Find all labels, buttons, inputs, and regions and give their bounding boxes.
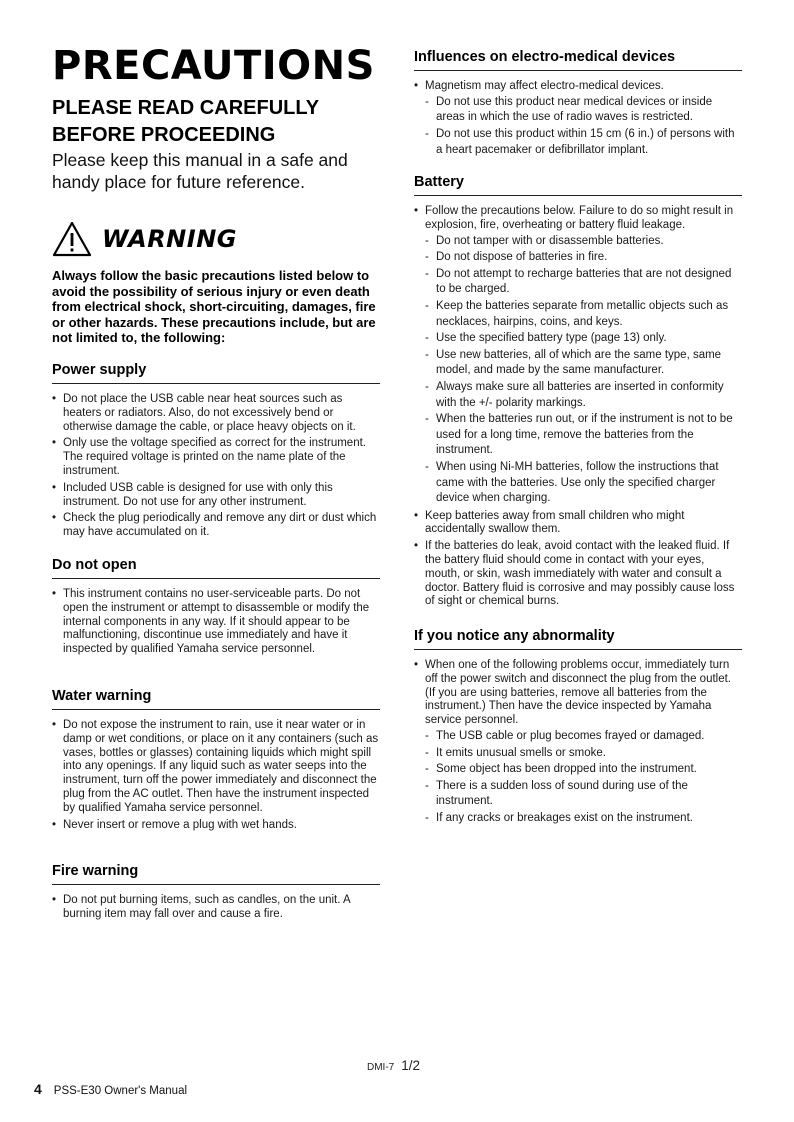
page-number: 4 <box>34 1081 42 1097</box>
warning-triangle-icon <box>52 221 92 257</box>
sub-list-item: - Do not use this product within 15 cm (6 in.) of persons with a heart pacemaker or defibrillator implant. <box>414 127 742 158</box>
list-item: • Do not put burning items, such as candles, on the unit. A burning item may fall over and cause a fire. <box>52 894 380 922</box>
doc-code <box>367 1058 420 1073</box>
sub-list-item: - Do not use this product near medical devices or inside areas in which the use of radio waves is restricted. <box>414 95 742 126</box>
sub-list-item: - Do not attempt to recharge batteries that are not designed to be charged. <box>414 267 742 298</box>
manual-title: PSS-E30 Owner's Manual <box>53 1085 188 1097</box>
section-heading: Battery <box>414 174 742 196</box>
list-item: • If the batteries do leak, avoid contact with the leaked fluid. If the battery fluid should come in contact with your eyes, mouth, or skin, wash immediately with water and consult a doctor. Battery fluid is corrosive and may possibly cause loss of sight or chemical burns. <box>414 540 742 609</box>
section-heading: Do not open <box>52 557 380 579</box>
bullet-list <box>414 205 742 609</box>
list-item: • Magnetism may affect electro-medical devices. <box>414 80 742 94</box>
warning-intro: Always follow the basic precautions listed below to avoid the possibility of serious injury or even death from electrical shock, short-circuiting, damages, fire or other hazards. These precautions include, but are not limited to, the following: <box>52 268 376 345</box>
list-item: • Only use the voltage specified as correct for the instrument. The required voltage is printed on the name plate of the instrument. <box>52 437 380 478</box>
sub-list-item: - Always make sure all batteries are inserted in conformity with the +/- polarity markings. <box>414 380 742 411</box>
page-footer <box>34 1081 187 1097</box>
section-heading: Power supply <box>52 362 380 384</box>
bullet-list <box>414 80 742 158</box>
section-heading: If you notice any abnormality <box>414 628 742 650</box>
keep-note-line: Please keep this manual in a safe and <box>52 150 348 170</box>
subtitle-line: PLEASE READ CAREFULLY <box>52 97 320 119</box>
list-item: • Included USB cable is designed for use with only this instrument. Do not use for any other instrument. <box>52 482 380 510</box>
keep-note-line: handy place for future reference. <box>52 172 305 192</box>
bullet-list <box>52 894 380 922</box>
bullet-list <box>414 659 742 827</box>
section-electro-medical <box>414 49 742 158</box>
sub-list-item: - Do not dispose of batteries in fire. <box>414 250 742 266</box>
subtitle-line: BEFORE PROCEEDING <box>52 124 276 146</box>
section-abnormality <box>414 628 742 827</box>
sub-list-item: - If any cracks or breakages exist on the instrument. <box>414 811 742 827</box>
keep-manual-note <box>52 149 382 193</box>
sub-list-item: - Keep the batteries separate from metallic objects such as necklaces, hairpins, coins, and keys. <box>414 299 742 330</box>
list-item: • This instrument contains no user-serviceable parts. Do not open the instrument or attempt to disassemble or modify the internal components in any way. If it should appear to be malfunctioning, discontinue use immediately and have it inspected by qualified Yamaha service personnel. <box>52 588 380 657</box>
doc-page-fraction: 1/2 <box>401 1058 421 1073</box>
list-item: • Do not expose the instrument to rain, use it near water or in damp or wet conditions, or place on it any containers (such as vases, bottles or glasses) containing liquids which might spill into any openings. If any liquid such as water seeps into the instrument, turn off the power immediately and disconnect the plug from the AC outlet. Then have the instrument inspected by qualified Yamaha service personnel. <box>52 719 380 816</box>
sub-list-item: - Some object has been dropped into the instrument. <box>414 762 742 778</box>
section-heading: Influences on electro-medical devices <box>414 49 742 71</box>
section-battery <box>414 174 742 609</box>
sub-list-item: - Do not tamper with or disassemble batteries. <box>414 234 742 250</box>
doc-code-label: DMI-7 <box>367 1062 395 1073</box>
sub-list-item: - When using Ni-MH batteries, follow the instructions that came with the batteries. Use only the specified charger device when charging. <box>414 460 742 507</box>
sub-list-item: - Use the specified battery type (page 13) only. <box>414 331 742 347</box>
sub-list-item: - Use new batteries, all of which are the same type, same model, and made by the same manufacturer. <box>414 348 742 379</box>
warning-heading <box>52 219 352 259</box>
section-do-not-open <box>52 557 380 657</box>
section-heading: Fire warning <box>52 863 380 885</box>
bullet-list <box>52 719 380 832</box>
list-item: • Check the plug periodically and remove any dirt or dust which may have accumulated on it. <box>52 512 380 540</box>
bullet-list <box>52 393 380 540</box>
warning-label: WARNING <box>102 225 237 253</box>
page-title: PRECAUTIONS <box>52 43 375 89</box>
sub-list-item: - When the batteries run out, or if the instrument is not to be used for a long time, remove the batteries from the instrument. <box>414 412 742 459</box>
list-item: • Do not place the USB cable near heat sources such as heaters or radiators. Also, do not excessively bend or otherwise damage the cable, or place heavy objects on it. <box>52 393 380 434</box>
sub-list-item: - There is a sudden loss of sound during use of the instrument. <box>414 779 742 810</box>
section-heading: Water warning <box>52 688 380 710</box>
section-power-supply <box>52 362 380 540</box>
subtitle <box>52 95 382 149</box>
list-item: • When one of the following problems occur, immediately turn off the power switch and disconnect the plug from the outlet. (If you are using batteries, remove all batteries from the instrument.) Then have the device inspected by Yamaha service personnel. <box>414 659 742 728</box>
list-item: • Follow the precautions below. Failure to do so might result in explosion, fire, overheating or battery fluid leakage. <box>414 205 742 233</box>
list-item: • Keep batteries away from small children who might accidentally swallow them. <box>414 510 742 538</box>
section-fire-warning <box>52 863 380 922</box>
section-water-warning <box>52 688 380 832</box>
sub-list-item: - The USB cable or plug becomes frayed or damaged. <box>414 729 742 745</box>
bullet-list <box>52 588 380 657</box>
sub-list-item: - It emits unusual smells or smoke. <box>414 746 742 762</box>
list-item: • Never insert or remove a plug with wet hands. <box>52 819 380 833</box>
